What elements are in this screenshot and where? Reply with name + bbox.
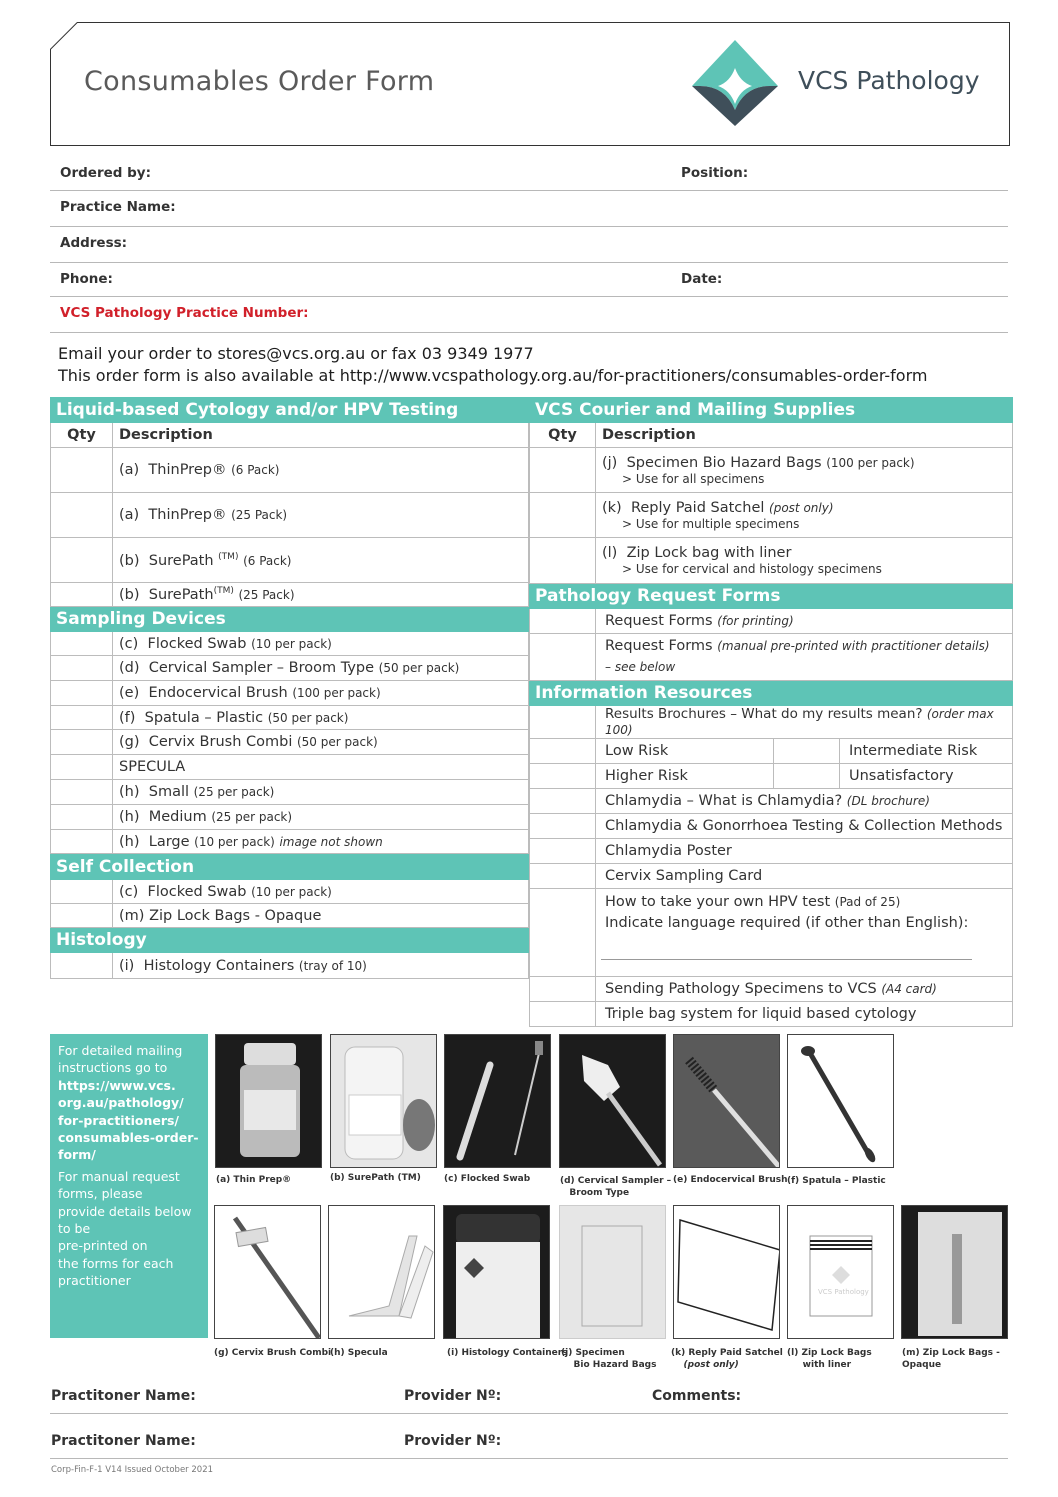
qty-cell[interactable] [530,789,596,814]
table-row: Chlamydia Poster [530,839,1013,864]
practitioner-row-1[interactable] [50,1386,1008,1414]
qty-cell[interactable] [51,880,113,904]
table-row: (b) SurePath $^{(TM)}$ (6 Pack) [51,538,529,583]
qty-cell[interactable] [51,706,113,730]
table-row: Results Brochures – What do my results mean? (order max 100) [530,706,1013,739]
phone-label: Phone: [60,271,113,287]
phone-field[interactable] [50,271,1008,297]
qty-cell[interactable] [530,448,596,493]
specula-heading-row [51,755,529,780]
qty-cell[interactable] [51,681,113,706]
practice-number-field[interactable] [50,305,1008,333]
reply-paid-satchel-image [673,1205,780,1339]
table-row: Cervix Sampling Card [530,864,1013,889]
col-qty: Qty [51,423,113,448]
position-label: Position: [681,165,749,181]
qty-cell[interactable] [530,839,596,864]
comments-label: Comments: [652,1388,742,1404]
qty-cell[interactable] [530,634,596,681]
qty-cell[interactable] [51,730,113,755]
qty-cell[interactable] [530,977,596,1002]
left-order-table [50,397,529,979]
email-instruction: Email your order to stores@vcs.org.au or fax 03 9349 1977 [58,344,534,363]
col-description: Description [596,423,1013,448]
qty-cell[interactable] [530,609,596,634]
table-row: (d) Cervical Sampler – Broom Type (50 per pack) [51,656,529,681]
address-field[interactable] [50,235,1008,263]
table-row: Sending Pathology Specimens to VCS (A4 card) [530,977,1013,1002]
table-row: (h) Small (25 per pack) [51,780,529,805]
date-label: Date: [681,271,723,287]
table-row: (f) Spatula – Plastic (50 per pack) [51,706,529,730]
qty-cell[interactable] [51,830,113,854]
ordered-by-field[interactable] [50,165,1008,191]
table-row: (c) Flocked Swab (10 per pack) [51,880,529,904]
web-instruction: This order form is also available at http://www.vcspathology.org.au/for-practitioners/consumables-order-form [58,366,928,385]
logo-text: VCS Pathology [798,66,980,95]
col-description: Description [113,423,529,448]
section-information-resources: Information Resources [530,681,1013,706]
practice-name-label: Practice Name: [60,199,176,215]
ordered-by-label: Ordered by: [60,165,151,181]
endocervical-brush-image [673,1034,780,1168]
version-footnote: Corp-Fin-F-1 V14 Issued October 2021 [51,1465,214,1475]
qty-cell[interactable] [530,1002,596,1027]
specula-label: SPECULA [113,755,529,780]
qty-cell[interactable] [51,632,113,656]
zip-lock-liner-image: VCS Pathology [787,1205,894,1339]
table-row: (k) Reply Paid Satchel (post only) > Use for multiple specimens [530,493,1013,538]
table-row: (b) SurePath$^{(TM)}$ (25 Pack) [51,583,529,607]
table-row: (j) Specimen Bio Hazard Bags (100 per pack) > Use for all specimens [530,448,1013,493]
qty-cell[interactable] [774,764,840,789]
table-row: Request Forms (manual pre-printed with practitioner details) – see below [530,634,1013,681]
provider-number-label: Provider Nº: [404,1433,502,1449]
mailing-link[interactable]: https://www.vcs. [58,1077,176,1093]
practice-name-field[interactable] [50,199,1008,227]
section-self-collection: Self Collection [51,854,529,880]
qty-cell[interactable] [51,805,113,830]
provider-number-label: Provider Nº: [404,1388,502,1404]
table-row: (h) Large (10 per pack) image not shown [51,830,529,854]
vcs-logo-icon [690,38,780,128]
qty-cell[interactable] [51,953,113,979]
table-row: Chlamydia & Gonorrhoea Testing & Collection Methods [530,814,1013,839]
table-row: Chlamydia – What is Chlamydia? (DL brochure) [530,789,1013,814]
qty-cell[interactable] [51,780,113,805]
qty-cell[interactable] [530,889,596,977]
flocked-swab-image [444,1034,551,1168]
practice-number-label: VCS Pathology Practice Number: [60,305,309,321]
biohazard-bag-image [559,1205,666,1339]
table-row: (g) Cervix Brush Combi (50 per pack) [51,730,529,755]
zip-lock-opaque-image [901,1205,1008,1339]
table-row: (a) ThinPrep® (6 Pack) [51,448,529,493]
table-row: (h) Medium (25 per pack) [51,805,529,830]
qty-cell[interactable] [530,814,596,839]
cervix-brush-combi-image [214,1205,321,1339]
surepath-image [330,1034,437,1168]
table-row: Triple bag system for liquid based cytology [530,1002,1013,1027]
address-label: Address: [60,235,128,251]
table-row: Higher Risk Unsatisfactory [530,764,1013,789]
section-request-forms: Pathology Request Forms [530,584,1013,609]
table-row: Request Forms (for printing) [530,609,1013,634]
cervical-sampler-image [559,1034,666,1168]
qty-cell[interactable] [530,864,596,889]
right-order-table [529,397,1013,1027]
qty-cell[interactable] [530,739,596,764]
qty-cell[interactable] [530,493,596,538]
qty-cell[interactable] [51,493,113,538]
mailing-info-box: For detailed mailing instructions go to https://www.vcs. org.au/pathology/ for-practitioners/ consumables-order- form/ For manual request forms, please provide details below to be pre-printed on the forms for each practitioner [50,1034,208,1338]
section-sampling: Sampling Devices [51,607,529,632]
practitioner-name-label: Practitoner Name: [51,1433,196,1449]
table-row: (l) Zip Lock bag with liner > Use for cervical and histology specimens [530,538,1013,584]
qty-cell[interactable] [530,764,596,789]
language-input-line[interactable] [601,959,972,960]
page-title: Consumables Order Form [84,66,435,97]
table-row: Low Risk Intermediate Risk [530,739,1013,764]
qty-cell[interactable] [51,656,113,681]
table-row: (a) ThinPrep® (25 Pack) [51,493,529,538]
qty-cell[interactable] [774,739,840,764]
section-courier: VCS Courier and Mailing Supplies [530,398,1013,423]
thinprep-image [215,1034,322,1168]
qty-cell[interactable] [51,904,113,928]
practitioner-row-2[interactable] [50,1431,1008,1459]
table-row: (i) Histology Containers (tray of 10) [51,953,529,979]
qty-cell[interactable] [51,583,113,607]
qty-cell[interactable] [530,538,596,584]
practitioner-name-label: Practitoner Name: [51,1388,196,1404]
qty-cell[interactable] [51,448,113,493]
table-row: How to take your own HPV test (Pad of 25) Indicate language required (if other than English): [530,889,1013,977]
table-row: (c) Flocked Swab (10 per pack) [51,632,529,656]
section-histology: Histology [51,928,529,953]
specula-image [328,1205,435,1339]
table-row: (m) Zip Lock Bags - Opaque [51,904,529,928]
spatula-image [787,1034,894,1168]
table-row: (e) Endocervical Brush (100 per pack) [51,681,529,706]
qty-cell[interactable] [51,538,113,583]
col-qty: Qty [530,423,596,448]
histology-container-image [443,1205,550,1339]
section-lbc: Liquid-based Cytology and/or HPV Testing [51,398,529,423]
